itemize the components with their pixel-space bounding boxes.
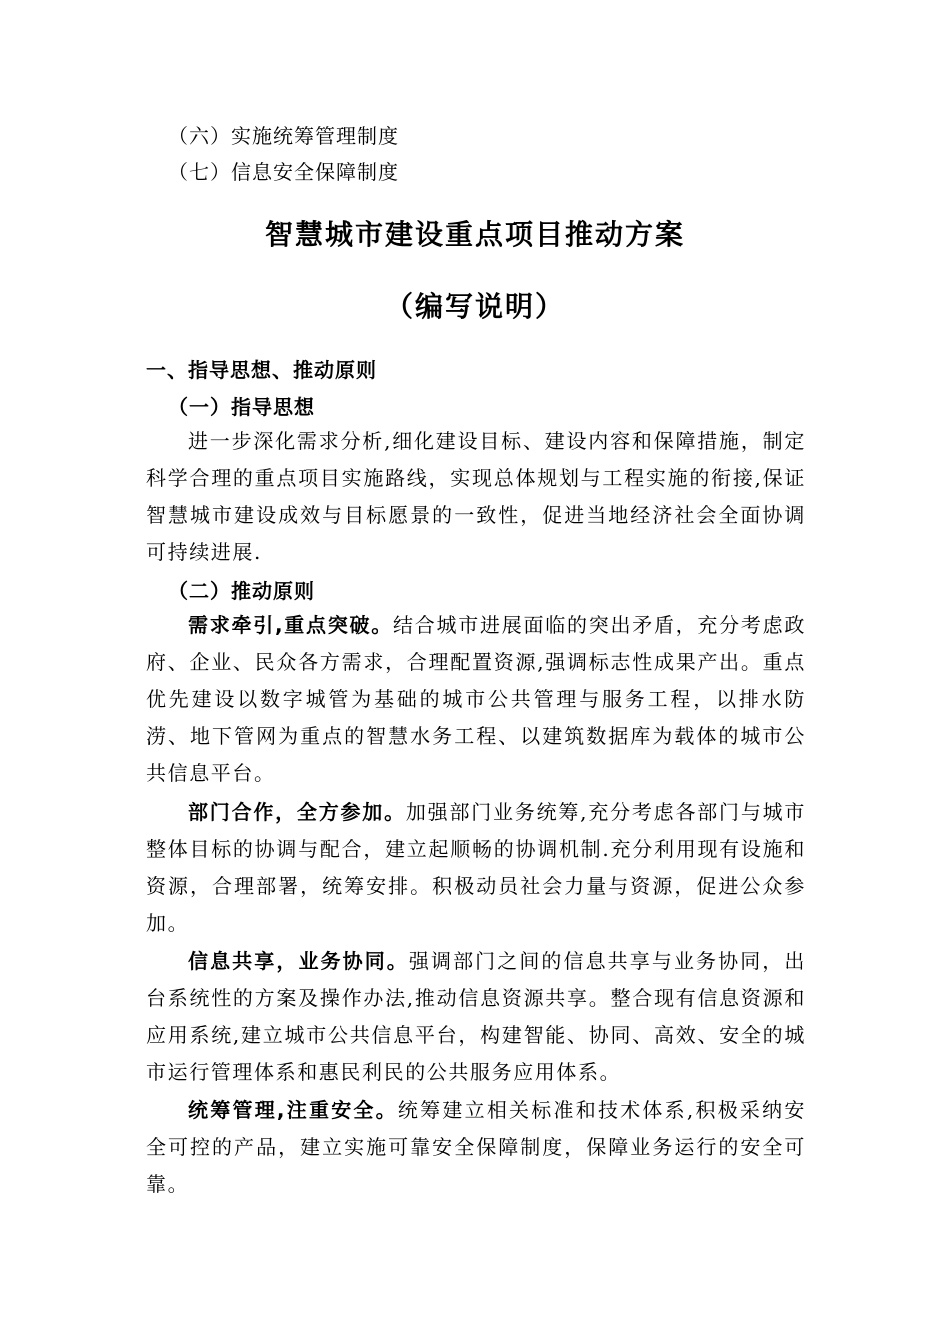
principle-text: 结合城市进展面临的突出矛盾，充分考虑政府、企业、民众各方需求，合理配置资源,强调标志性成果产出。重点优先建设以数字城管为基础的城市公共管理与服务工程，以排水防涝、地下管网为重点的智慧水务工程、以建筑数据库为载体的城市公共信息平台。 (146, 613, 806, 785)
principle-paragraph (146, 607, 806, 792)
principle-text: 统筹建立相关标准和技术体系,积极采纳安全可控的产品，建立实施可靠安全保障制度，保障业务运行的安全可靠。 (146, 1098, 806, 1196)
principle-paragraph (146, 943, 806, 1091)
document-subtitle: （编写说明） (384, 290, 565, 323)
principle-lead: 需求牵引,重点突破。 (188, 613, 394, 637)
subsection-heading-guiding: （一）指导思想 (168, 395, 315, 419)
principle-lead: 统筹管理,注重安全。 (188, 1098, 398, 1122)
principle-paragraph (146, 794, 806, 942)
section-heading: 一、指导思想、推动原则 (146, 358, 377, 382)
principle-lead: 部门合作，全方参加。 (188, 800, 406, 824)
principle-paragraph (146, 1092, 806, 1203)
principle-lead: 信息共享，业务协同。 (188, 949, 409, 973)
carryover-item-6: （六）实施统筹管理制度 (168, 124, 399, 148)
subsection-heading-principles: （二）推动原则 (168, 579, 315, 603)
guiding-paragraph: 进一步深化需求分析,细化建设目标、建设内容和保障措施，制定科学合理的重点项目实施路线，实现总体规划与工程实施的衔接,保证智慧城市建设成效与目标愿景的一致性，促进当地经济社会全面协调可持续进展. (146, 429, 806, 564)
principle-text: 加强部门业务统筹,充分考虑各部门与城市整体目标的协调与配合，建立起顺畅的协调机制.充分利用现有设施和资源，合理部署，统筹安排。积极动员社会力量与资源，促进公众参加。 (146, 800, 806, 935)
carryover-item-7: （七）信息安全保障制度 (168, 160, 399, 184)
document-title: 智慧城市建设重点项目推动方案 (264, 218, 685, 251)
principle-text: 强调部门之间的信息共享与业务协同，出台系统性的方案及操作办法,推动信息资源共享。整合现有信息资源和应用系统,建立城市公共信息平台，构建智能、协同、高效、安全的城市运行管理体系和惠民利民的公共服务应用体系。 (146, 949, 806, 1084)
